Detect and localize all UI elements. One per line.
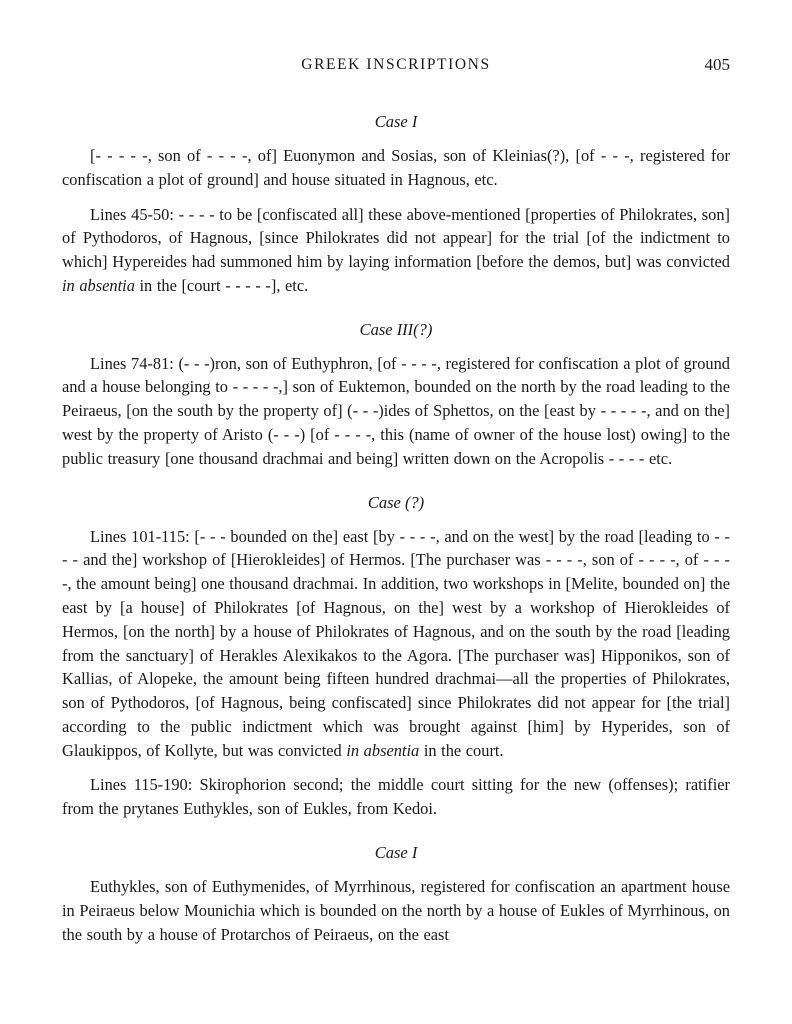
paragraph: Euthykles, son of Euthymenides, of Myrrhinous, registered for confiscation an apartment house in Peiraeus below Mounichia which is bounded on the north by a house of Eukles of Myrrhinous, on the south by a house of Protarchos of Peiraeus, on the east <box>62 876 730 944</box>
case-heading-1: Case I <box>374 112 418 131</box>
running-head <box>62 56 730 90</box>
page-title: GREEK INSCRIPTIONS <box>301 56 491 73</box>
paragraph: Lines 115-190: Skirophorion second; the middle court sitting for the new (offenses); ratifier from the prytanes Euthykles, son of Eukles, from Kedoi. <box>62 775 730 819</box>
case-heading-3: Case (?) <box>367 492 425 512</box>
page-number: 405 <box>704 55 730 74</box>
paragraph: [- - - - -, son of - - - -, of] Euonymon and Sosias, son of Kleinias(?), [of - - -, registered for confiscation a plot of ground] and house situated in Hagnous, etc. <box>62 146 730 189</box>
paragraph: Lines 101-115: [- - - bounded on the] east [by - - - -, and on the west] by the road [leading to - - - - and the] workshop of [Hierokleides] of Hermos. [The purchaser was - - - -, son of - - - -, of - - - -, the amount being] one thousand drachmai. In addition, two workshops in [Melite, bounded on] the east by [a house] of Philokrates [of Hagnous, on the] west by a workshop of Hierokleides of Hermos, [on the north] by a house of Philokrates of Hagnous, and on the south by the road [leading from the sanctuary] of Herakles Alexikakos to the Agora. [The purchaser was] Hipponikos, son of Kallias, of Alopeke, the amount being fifteen hundred drachmai—all the properties of Philokrates, son of Pythodoros, [of Hagnous, being confiscated] since Philokrates did not appear for [the trial] according to the public indictment which was brought against [him] by Hyperides, son of Glaukippos, of Kollyte, but was convicted in absentia in the court. <box>62 526 730 760</box>
latin-phrase: in absentia <box>346 740 420 760</box>
case-heading-4: Case I <box>374 842 418 862</box>
case-heading-2: Case III(?) <box>359 319 433 339</box>
latin-phrase: in absentia <box>62 275 135 295</box>
paragraph: Lines 45-50: - - - - to be [confiscated all] these above-mentioned [properties of Philokrates, son] of Pythodoros, of Hagnous, [since Philokrates did not appear] for the trial [of the indictment to which] Hypereides had summoned him by laying information [before the demos, but] was convicted in absentia in the [court - - - - -], etc. <box>62 204 730 295</box>
paragraph: Lines 74-81: (- - -)ron, son of Euthyphron, [of - - - -, registered for confiscation a plot of ground and a house belonging to - - - - -,] son of Euktemon, bounded on the north by the road leading to the Peiraeus, [on the south by the property of] (- - -)ides of Sphettos, on the [east by - - - - -, and on the] west by the property of Aristo (- - -) [of - - - -, this (name of owner of the house lost) owing] to the public treasury [one thousand drachmai and being] written down on the Acropolis - - - - etc. <box>62 353 730 468</box>
